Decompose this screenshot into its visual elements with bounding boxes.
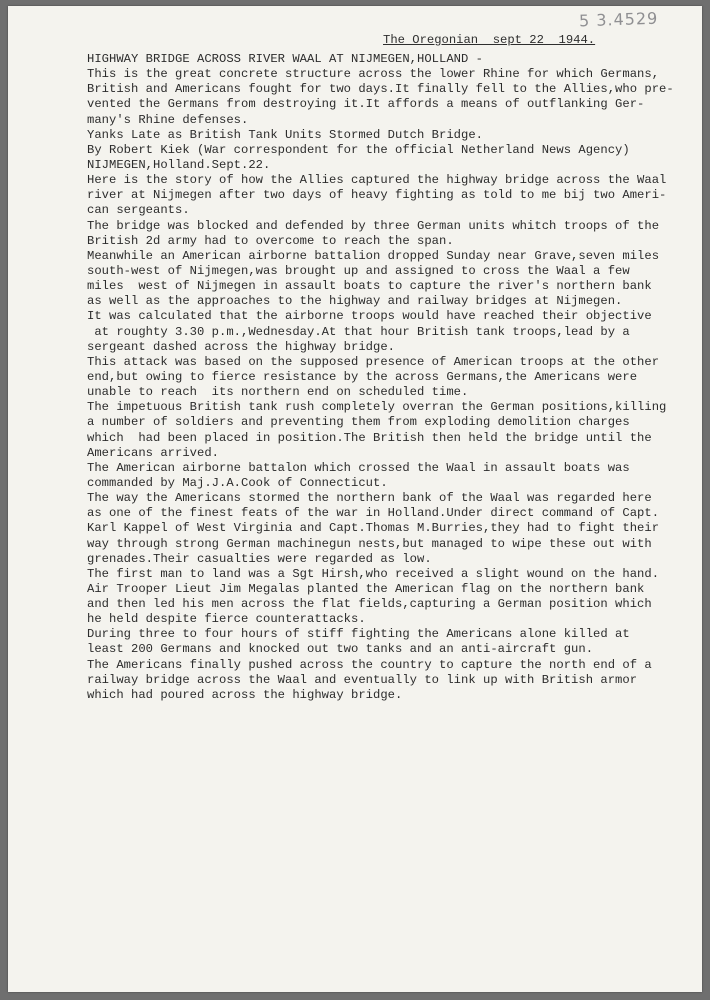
text-line: During three to four hours of stiff fighting the Americans alone killed at: [87, 627, 630, 642]
text-line: and then led his men across the flat fields,capturing a German position which: [87, 597, 652, 612]
text-line: as well as the approaches to the highway and railway bridges at Nijmegen.: [87, 294, 623, 309]
article-headline: HIGHWAY BRIDGE ACROSS RIVER WAAL AT NIJMEGEN,HOLLAND -: [87, 52, 484, 66]
text-line: end,but owing to fierce resistance by the across Germans,the Americans were: [87, 369, 638, 384]
text-line: It was calculated that the airborne troops would have reached their objective: [87, 309, 652, 324]
text-line: river at Nijmegen after two days of heavy fighting as told to me bij two Ameri-: [87, 188, 667, 203]
text-line: way through strong German machinegun nests,but managed to wipe these out with: [87, 536, 652, 551]
handwritten-reference-number: 5 3.4529: [578, 8, 659, 31]
newspaper-source-line: The Oregonian sept 22 1944.: [383, 33, 596, 47]
text-line: Yanks Late as British Tank Units Stormed Dutch Bridge.: [87, 127, 484, 142]
text-line: The bridge was blocked and defended by three German units whitch troops of the: [87, 218, 660, 233]
text-line: at roughty 3.30 p.m.,Wednesday.At that hour British tank troops,lead by a: [87, 324, 630, 339]
text-line: grenades.Their casualties were regarded as low.: [87, 551, 432, 566]
text-line: The impetuous British tank rush completely overran the German positions,killing: [87, 400, 667, 415]
text-line: many's Rhine defenses.: [87, 112, 249, 127]
text-line: This attack was based on the supposed presence of American troops at the other: [87, 354, 660, 369]
text-line: a number of soldiers and preventing them from exploding demolition charges: [87, 415, 630, 430]
text-line: The first man to land was a Sgt Hirsh,who received a slight wound on the hand.: [87, 566, 660, 581]
text-line: he held despite fierce counterattacks.: [87, 612, 366, 627]
text-line: can sergeants.: [87, 203, 190, 218]
text-line: This is the great concrete structure across the lower Rhine for which Germans,: [87, 67, 660, 82]
text-line: commanded by Maj.J.A.Cook of Connecticut.: [87, 475, 388, 490]
text-line: By Robert Kiek (War correspondent for the official Netherland News Agency): [87, 142, 630, 157]
text-line: Air Trooper Lieut Jim Megalas planted the American flag on the northern bank: [87, 581, 645, 596]
text-line: south-west of Nijmegen,was brought up and assigned to cross the Waal a few: [87, 263, 630, 278]
text-line: The Americans finally pushed across the country to capture the north end of a: [87, 657, 652, 672]
text-line: Karl Kappel of West Virginia and Capt.Thomas M.Burries,they had to fight their: [87, 521, 660, 536]
text-line: The way the Americans stormed the northern bank of the Waal was regarded here: [87, 491, 652, 506]
text-line: Here is the story of how the Allies captured the highway bridge across the Waal: [87, 173, 667, 188]
text-line: which had poured across the highway bridge.: [87, 687, 403, 702]
text-line: least 200 Germans and knocked out two tanks and an anti-aircraft gun.: [87, 642, 594, 657]
text-line: as one of the finest feats of the war in Holland.Under direct command of Capt.: [87, 506, 660, 521]
text-line: British 2d army had to overcome to reach the span.: [87, 233, 454, 248]
typed-document-page: [8, 6, 702, 992]
text-line: unable to reach its northern end on scheduled time.: [87, 385, 469, 400]
text-line: sergeant dashed across the highway bridge.: [87, 339, 396, 354]
text-line: British and Americans fought for two days.It finally fell to the Allies,who pre-: [87, 82, 674, 97]
text-line: miles west of Nijmegen in assault boats to capture the river's northern bank: [87, 279, 652, 294]
text-line: railway bridge across the Waal and eventually to link up with British armor: [87, 672, 638, 687]
text-line: Meanwhile an American airborne battalion dropped Sunday near Grave,seven miles: [87, 248, 660, 263]
text-line: The American airborne battalon which crossed the Waal in assault boats was: [87, 460, 630, 475]
article-body: [87, 52, 707, 703]
text-line: which had been placed in position.The British then held the bridge until the: [87, 430, 652, 445]
text-line: vented the Germans from destroying it.It affords a means of outflanking Ger-: [87, 97, 645, 112]
text-line: NIJMEGEN,Holland.Sept.22.: [87, 157, 271, 172]
text-line: Americans arrived.: [87, 445, 220, 460]
